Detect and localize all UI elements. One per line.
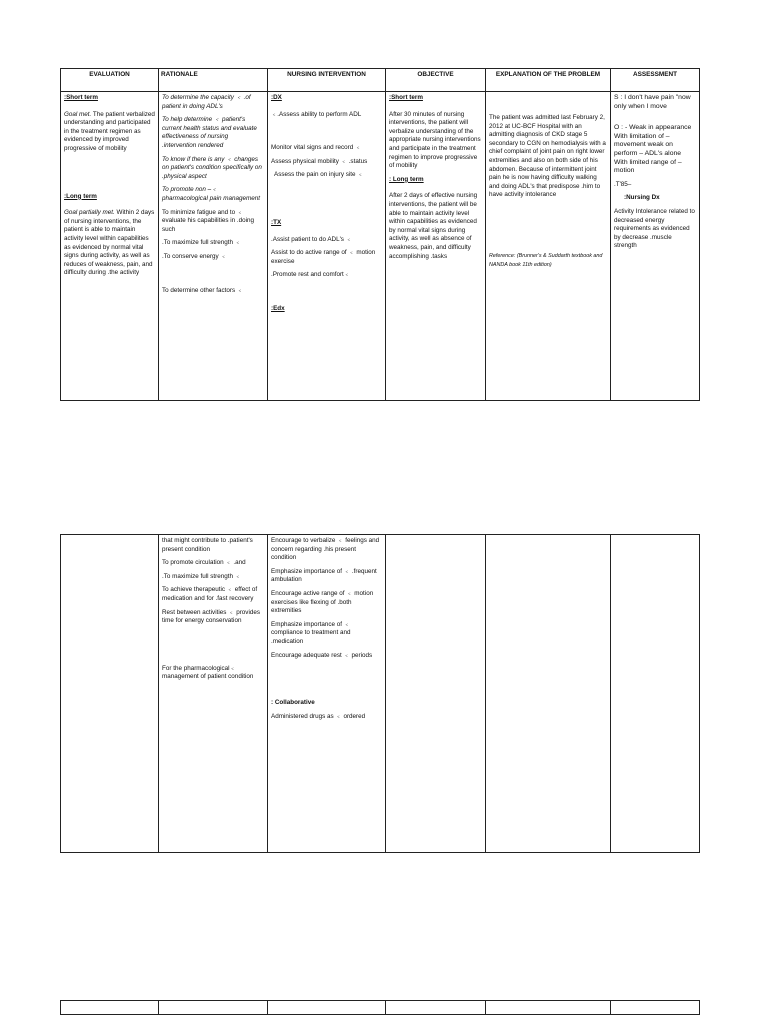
header-objective: OBJECTIVE — [386, 69, 486, 92]
header-rationale: RATIONALE — [159, 69, 268, 92]
assessment-subjective: S : I don't have pain "now only when I move — [614, 94, 691, 110]
rationale-item: To achieve therapeutic ﹤ effect of medication and for .fast recovery — [162, 586, 258, 602]
assessment-objective: O : - Weak in appearance With limitation of – movement weak on perform – ADL's alone With limited range of – motion — [614, 124, 692, 175]
empty-cell — [61, 1001, 159, 1015]
evaluation-short-term-text: Goal met. The patient verbalized understanding and participated in the treatment regimen as evidenced by improved progressive of mobility — [64, 110, 155, 152]
collaborative-label: : Collaborative — [271, 699, 315, 707]
evaluation-long-term-label: :Long term — [64, 192, 97, 200]
intervention-item: .Promote rest and comfort﹤ — [271, 271, 351, 279]
tx-label: :TX — [271, 218, 282, 226]
empty-cell — [386, 1001, 486, 1015]
intervention-item: Encourage active range of ﹤ motion exercises like flexing of .both extremities — [271, 589, 374, 615]
rationale-item: .To conserve energy ﹤ — [162, 252, 227, 260]
intervention-item: ﹤.Assess ability to perform ADL — [271, 110, 362, 118]
rationale-item: To promote circulation ﹤ .and — [162, 559, 246, 567]
content-row — [61, 92, 700, 401]
content-row — [61, 535, 700, 853]
dx-label: :DX — [271, 94, 282, 101]
rationale-item: For the pharmacological﹤ management of patient condition — [162, 664, 254, 681]
objective-short-term-label: :Short term — [389, 94, 423, 101]
intervention-item: Encourage to verbalize ﹤ feelings and concern regarding .his present condition — [271, 537, 380, 562]
rationale-item: To determine other factors ﹤ — [162, 286, 244, 294]
explanation-cell — [486, 92, 611, 401]
rationale-item: To determine the capacity ﹤ .of patient in doing ADL's — [162, 94, 251, 110]
rationale-item: .To maximize full strength ﹤ — [162, 572, 242, 580]
evaluation-cell — [61, 535, 159, 853]
intervention-item: Administered drugs as ﹤ ordered — [271, 712, 366, 720]
assessment-temperature: .T'85– — [614, 180, 632, 188]
header-nursing-intervention: NURSING INTERVENTION — [268, 69, 386, 92]
rationale-item: that might contribute to .patient's present condition — [162, 537, 253, 553]
intervention-item: Encourage adequate rest ﹤ periods — [271, 651, 373, 659]
objective-short-term-text: After 30 minutes of nursing interventions, the patient will verbalize understanding of the appropriate nursing interventions and participate in the treatment regimen to improve progressive of mobility — [389, 110, 481, 170]
objective-cell — [386, 92, 486, 401]
objective-long-term-text: After 2 days of effective nursing interventions, the patient will be able to maintain activity level within capabilities as evidenced by normal vital signs during activity, as well as absence of weakness, pain, and difficulty accomplishing .tasks — [389, 192, 478, 260]
nursing-care-plan-table-continued — [60, 534, 700, 853]
rationale-cell — [159, 92, 268, 401]
intervention-item: Assess the pain on injury site ﹤ — [274, 171, 364, 179]
intervention-item: Monitor vital signs and record ﹤ — [271, 144, 362, 152]
empty-cell — [268, 1001, 386, 1015]
empty-cell — [486, 1001, 611, 1015]
rationale-item: To help determine ﹤ patient's current health status and evaluate effectiveness of nursing .intervention rendered — [162, 116, 257, 149]
intervention-item: Assess physical mobility ﹤ .status — [271, 157, 368, 165]
rationale-cell — [159, 535, 268, 853]
nursing-care-plan-table-page3 — [60, 1000, 700, 1015]
header-evaluation: EVALUATION — [61, 69, 159, 92]
intervention-item: .Assist patient to do ADL's ﹤ — [271, 235, 353, 243]
evaluation-long-term-text: Goal partially met. Within 2 days of nursing interventions, the patient is able to maintain activity level within capabilities as evidenced by normal vital signs during activity, as well as reduces of weakness, pain, and difficulty during .the activity — [64, 209, 155, 277]
intervention-item: Emphasize importance of ﹤ .frequent ambulation — [271, 567, 377, 584]
intervention-item: Emphasize importance of ﹤ compliance to treatment and .medication — [271, 620, 351, 645]
evaluation-short-term-label: :Short term — [64, 94, 98, 101]
explanation-text: The patient was admitted last February 2, 2012 at UC-BCF Hospital with an admitting diagnosis of CKD stage 5 secondary to CGN on hemodialysis with a chief complaint of joint pain on right lower extremities and also on both side of his abdomen. Because of intermittent joint pain he is now having difficulty walking and doing ADL's that predispose .him to have activity intolerance — [489, 114, 606, 199]
intervention-cell — [268, 535, 386, 853]
nursing-care-plan-table — [60, 68, 700, 401]
nursing-dx-label: :Nursing Dx — [624, 194, 660, 202]
objective-cell — [386, 535, 486, 853]
rationale-item: To know if there is any ﹤ changes on patient's condition specifically on .physical aspect — [162, 155, 262, 180]
content-row — [61, 1001, 700, 1015]
intervention-item: Assist to do active range of ﹤ motion exercise — [271, 249, 376, 265]
reference-note: Reference: (Brunner's & Suddarth textbook and NANDA book 11th edition) — [489, 252, 603, 268]
objective-long-term-label: : Long term — [389, 175, 424, 183]
assessment-cell — [611, 92, 700, 401]
empty-cell — [159, 1001, 268, 1015]
intervention-cell — [268, 92, 386, 401]
assessment-cell — [611, 535, 700, 853]
evaluation-cell — [61, 92, 159, 401]
explanation-cell — [486, 535, 611, 853]
edx-label: :Edx — [271, 304, 285, 312]
rationale-item: .To maximize full strength ﹤ — [162, 239, 242, 247]
header-assessment: ASSESSMENT — [611, 69, 700, 92]
rationale-item: To minimize fatigue and to ﹤ evaluate his capabilities in .doing such — [162, 208, 255, 233]
rationale-item: Rest between activities ﹤ provides time for energy conservation — [162, 608, 260, 625]
nursing-dx-text: Activity Intolerance related to decreased energy requirements as evidenced by decrease .muscle strength — [614, 207, 695, 250]
header-explanation: EXPLANATION OF THE PROBLEM — [486, 69, 611, 92]
rationale-item: To promote non –﹤ pharmacological pain management — [162, 186, 261, 202]
header-row — [61, 69, 700, 92]
empty-cell — [611, 1001, 700, 1015]
